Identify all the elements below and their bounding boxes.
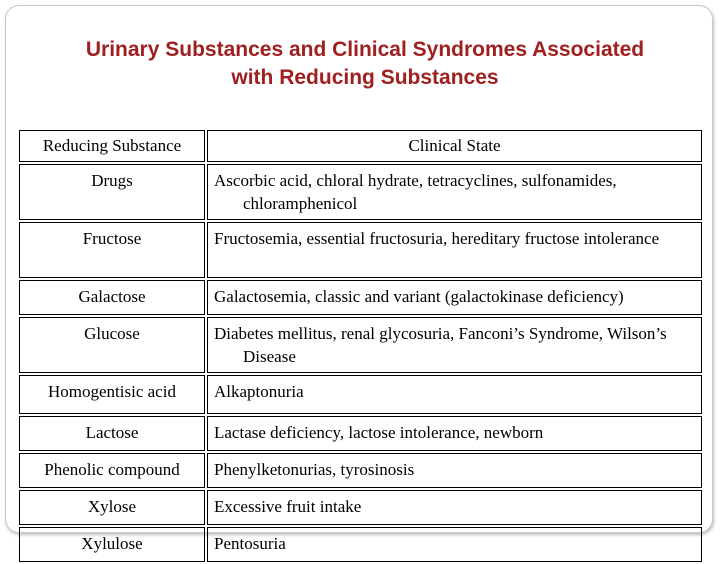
table-row <box>19 280 702 315</box>
substance-cell: Xylose <box>19 490 205 525</box>
substance-cell: Fructose <box>19 222 205 278</box>
title-line-2: with Reducing Substances <box>231 66 499 89</box>
table-row <box>19 453 702 488</box>
clinical-state-cell: Lactase deficiency, lactose intolerance, newborn <box>207 416 702 451</box>
substance-cell: Drugs <box>19 164 205 220</box>
clinical-state-cell: Pentosuria <box>207 527 702 562</box>
header-reducing-substance: Reducing Substance <box>19 130 205 162</box>
header-clinical-state: Clinical State <box>207 130 702 162</box>
table-row <box>19 375 702 414</box>
table-row <box>19 317 702 373</box>
title-line-1: Urinary Substances and Clinical Syndromes Associated <box>85 38 645 61</box>
substance-cell: Xylulose <box>19 527 205 562</box>
substance-cell: Glucose <box>19 317 205 373</box>
clinical-state-cell: Ascorbic acid, chloral hydrate, tetracyclines, sulfonamides, chloramphenicol <box>207 164 702 220</box>
clinical-state-cell: Diabetes mellitus, renal glycosuria, Fanconi’s Syndrome, Wilson’s Disease <box>207 317 702 373</box>
substance-cell: Phenolic compound <box>19 453 205 488</box>
table-row <box>19 490 702 525</box>
clinical-state-cell: Alkaptonuria <box>207 375 702 414</box>
clinical-state-cell: Fructosemia, essential fructosuria, hereditary fructose intolerance <box>207 222 702 278</box>
table-row <box>19 527 702 562</box>
table-row <box>19 164 702 220</box>
table-row <box>19 222 702 278</box>
table-row <box>19 416 702 451</box>
reducing-substances-table <box>17 128 704 564</box>
substance-cell: Homogentisic acid <box>19 375 205 414</box>
table-header-row <box>19 130 702 162</box>
clinical-state-cell: Phenylketonurias, tyrosinosis <box>207 453 702 488</box>
clinical-state-cell: Excessive fruit intake <box>207 490 702 525</box>
slide-title <box>0 36 720 92</box>
substance-cell: Lactose <box>19 416 205 451</box>
clinical-state-cell: Galactosemia, classic and variant (galactokinase deficiency) <box>207 280 702 315</box>
substance-cell: Galactose <box>19 280 205 315</box>
